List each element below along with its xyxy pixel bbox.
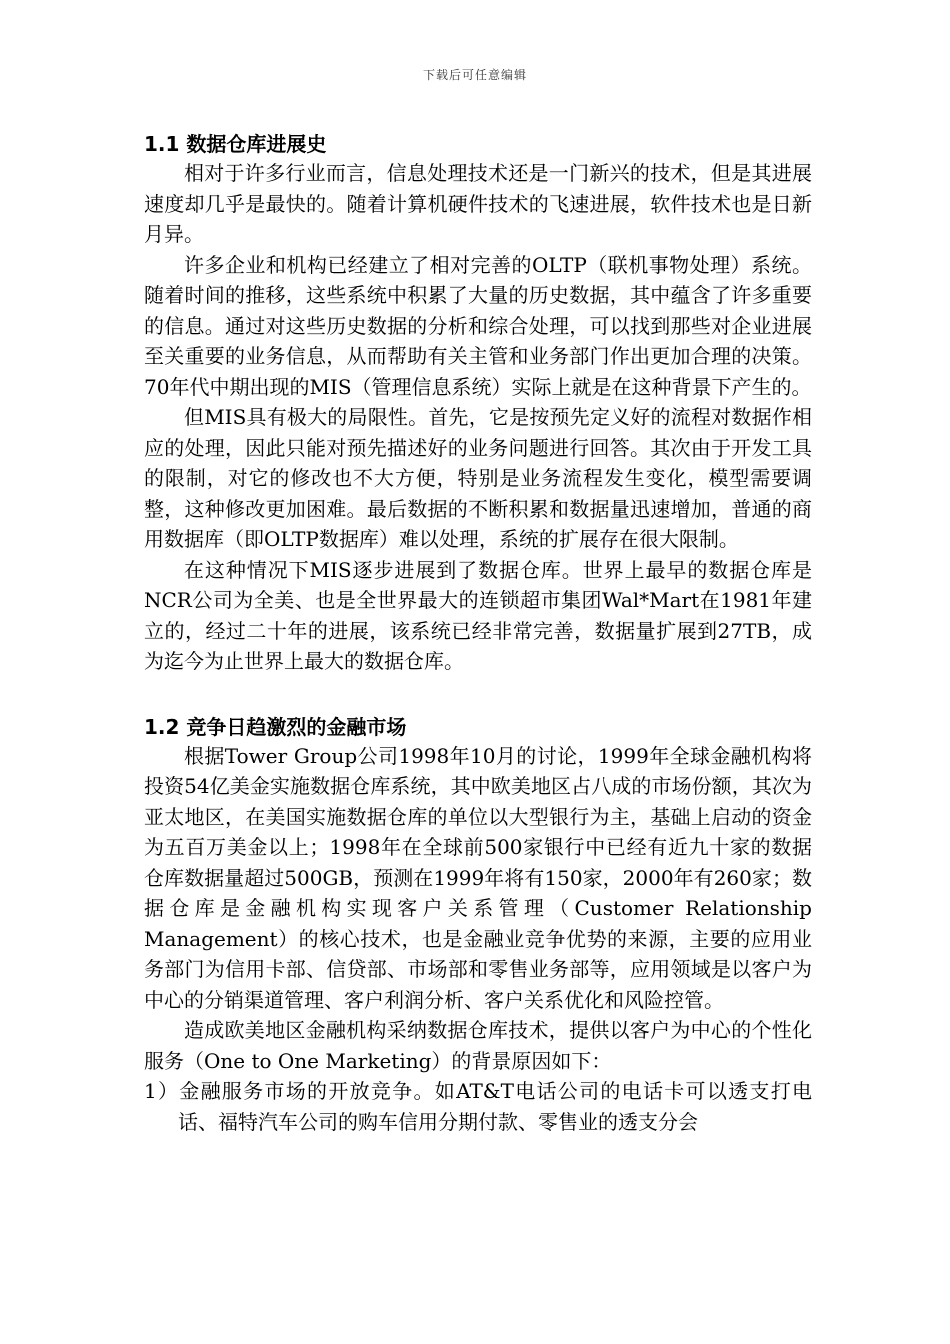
paragraph: 许多企业和机构已经建立了相对完善的OLTP（联机事物处理）系统。随着时间的推移，这些系统中积累了大量的历史数据，其中蕴含了许多重要的信息。通过对这些历史数据的分析和综合处理，可以找到那些对企业进展至关重要的业务信息，从而帮助有关主管和业务部门作出更加合理的决策。70年代中期出现的MIS（管理信息系统）实际上就是在这种背景下产生的。: [144, 252, 812, 399]
page-header: 下载后可任意编辑: [422, 68, 527, 82]
document-body: [144, 130, 812, 1137]
paragraph: 造成欧美地区金融机构采纳数据仓库技术，提供以客户为中心的个性化服务（One to One Marketing）的背景原因如下：: [144, 1018, 812, 1073]
paragraph: 根据Tower Group公司1998年10月的讨论，1999年全球金融机构将投资54亿美金实施数据仓库系统，其中欧美地区占八成的市场份额，其次为亚太地区，在美国实施数据仓库的单位以大型银行为主，基础上启动的资金为五百万美金以上；1998年在全球前500家银行中已经有近九十家的数据仓库数据量超过500GB，预测在1999年将有150家，2000年有260家；数据仓库是金融机构实现客户关系管理（Customer Relationship Management）的核心技术，也是金融业竞争优势的来源，主要的应用业务部门为信用卡部、信贷部、市场部和零售业务部等，应用领域是以客户为中心的分销渠道管理、客户利润分析、客户关系优化和风险控管。: [144, 743, 812, 1012]
paragraph: 相对于许多行业而言，信息处理技术还是一门新兴的技术，但是其进展速度却几乎是最快的。随着计算机硬件技术的飞速进展，软件技术也是日新月异。: [144, 161, 812, 246]
section-heading-1-2: 1.2 竞争日趋激烈的金融市场: [144, 714, 407, 739]
paragraph: 但MIS具有极大的局限性。首先，它是按预先定义好的流程对数据作相应的处理，因此只能对预先描述好的业务问题进行回答。其次由于开发工具的限制，对它的修改也不大方便，特别是业务流程发生变化，模型需要调整，这种修改更加困难。最后数据的不断积累和数据量迅速增加，普通的商用数据库（即OLTP数据库）难以处理，系统的扩展存在很大限制。: [144, 405, 812, 551]
section-heading-1-1: 1.1 数据仓库进展史: [144, 132, 327, 156]
paragraph: 在这种情况下MIS逐步进展到了数据仓库。世界上最早的数据仓库是NCR公司为全美、也是全世界最大的连锁超市集团Wal*Mart在1981年建立的，经过二十年的进展，该系统已经非常完善，数据量扩展到27TB，成为迄今为止世界上最大的数据仓库。: [144, 557, 812, 673]
list-item: 1）金融服务市场的开放竞争。如AT&T电话公司的电话卡可以透支打电话、福特汽车公司的购车信用分期付款、零售业的透支分会: [144, 1079, 812, 1134]
